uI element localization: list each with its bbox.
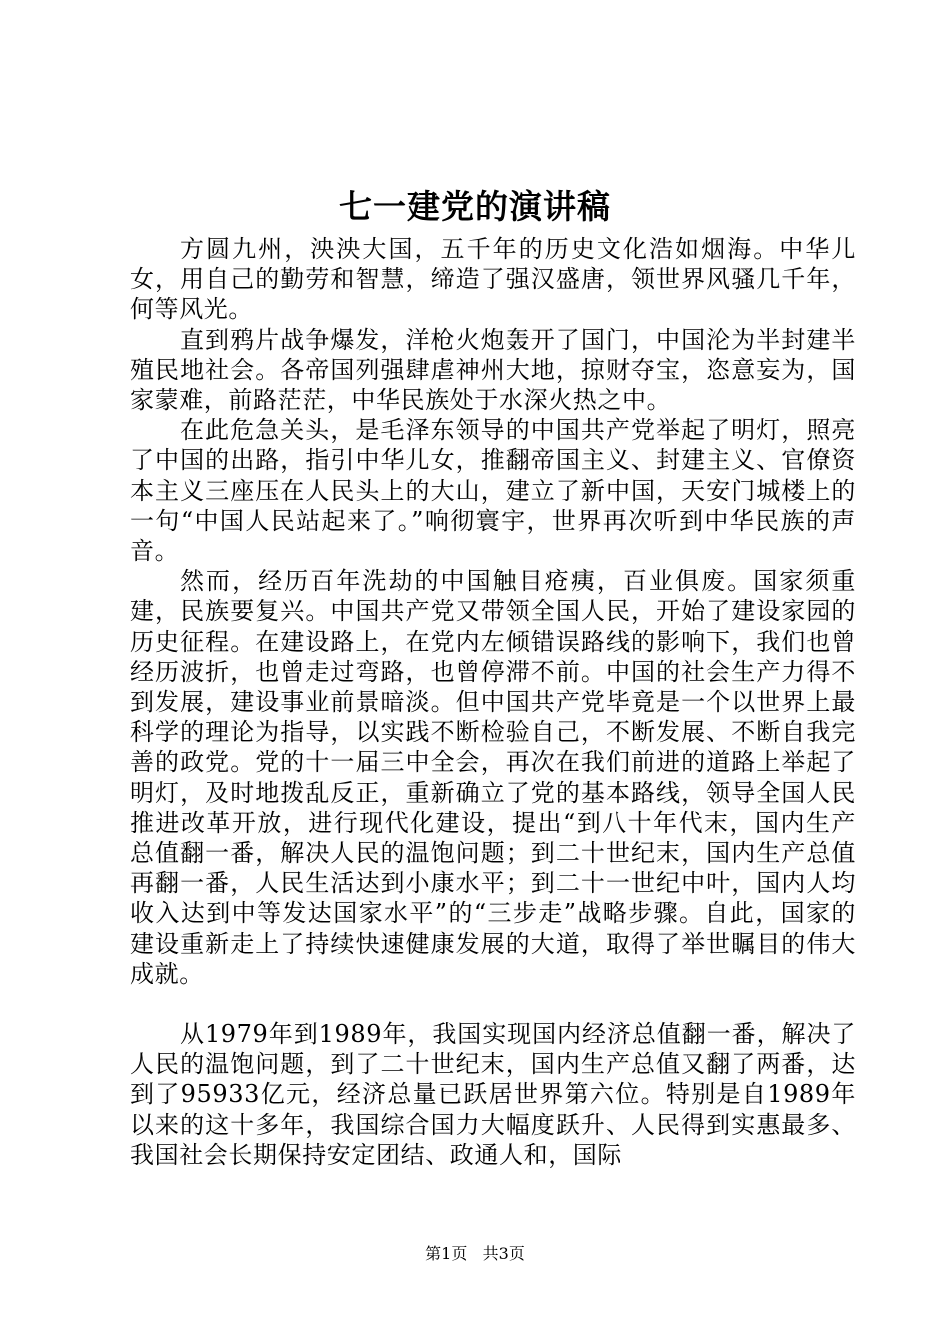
paragraph-4: 然而，经历百年洗劫的中国触目疮痍，百业俱废。国家须重建，民族要复兴。中国共产党又带领全国人民，开始了建设家园的历史征程。在建设路上，在党内左倾错误路线的影响下，我们也曾经历波折，也曾走过弯路，也曾停滞不前。中国的社会生产力得不到发展，建设事业前景暗淡。但中国共产党毕竟是一个以世界上最科学的理论为指导，以实践不断检验自己，不断发展、不断自我完善的政党。党的十一届三中全会，再次在我们前进的道路上举起了明灯，及时地拨乱反正，重新确立了党的基本路线，领导全国人民推进改革开放，进行现代化建设，提出“到八十年代末，国内生产总值翻一番，解决人民的温饱问题；到二十世纪末，国内生产总值再翻一番，人民生活达到小康水平；到二十一世纪中叶，国内人均收入达到中等发达国家水平”的“三步走”战略步骤。自此，国家的建设重新走上了持续快速健康发展的大道，取得了举世瞩目的伟大成就。	[130, 567, 856, 988]
page-footer	[0, 1243, 950, 1265]
paragraph-1: 方圆九州，泱泱大国，五千年的历史文化浩如烟海。中华儿女，用自己的勤劳和智慧，缔造了强汉盛唐，领世界风骚几千年，何等风光。	[130, 235, 856, 324]
page-total: 共3页	[482, 1244, 525, 1263]
page-number: 第1页	[425, 1244, 468, 1263]
paragraph-2: 直到鸦片战争爆发，洋枪火炮轰开了国门，中国沦为半封建半殖民地社会。各帝国列强肆虐神州大地，掠财夺宝，恣意妄为，国家蒙难，前路茫茫，中华民族处于水深火热之中。	[130, 325, 856, 415]
document-body	[130, 234, 856, 1170]
paragraph-5: 从1979年到1989年，我国实现国内经济总值翻一番，解决了人民的温饱问题，到了二十世纪末，国内生产总值又翻了两番，达到了95933亿元，经济总量已跃居世界第六位。特别是自1989年以来的这十多年，我国综合国力大幅度跃升、人民得到实惠最多、我国社会长期保持安定团结、政通人和，国际	[130, 1020, 856, 1169]
paragraph-3: 在此危急关头，是毛泽东领导的中国共产党举起了明灯，照亮了中国的出路，指引中华儿女，推翻帝国主义、封建主义、官僚资本主义三座压在人民头上的大山，建立了新中国，天安门城楼上的一句“中国人民站起来了。”响彻寰宇，世界再次听到中华民族的声音。	[130, 416, 856, 566]
document-title: 七一建党的演讲稿	[339, 187, 611, 226]
paragraph-gap	[130, 989, 856, 1019]
page-separator	[472, 1244, 477, 1263]
